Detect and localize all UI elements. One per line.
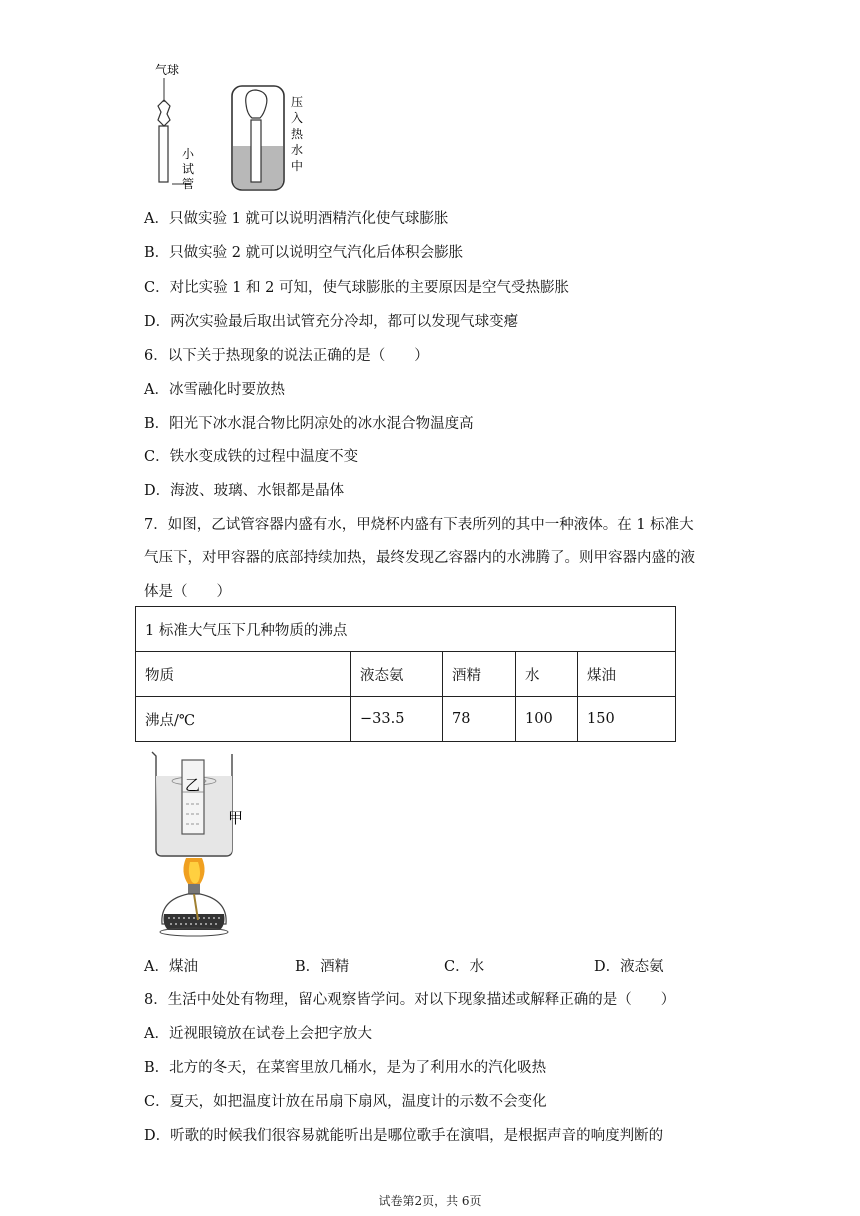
label-tube-1: 小 [182, 147, 195, 161]
table-row [136, 697, 676, 742]
q8-option-d: D．听歌的时候我们很容易就能听出是哪位歌手在演唱，是根据声音的响度判断的 [144, 1128, 664, 1144]
table-cell: 沸点/℃ [136, 697, 351, 742]
q7-option-b: B．酒精 [295, 959, 350, 975]
label-tube-3: 管 [182, 177, 195, 191]
boiling-point-table [135, 606, 676, 742]
q6-option-c: C．铁水变成铁的过程中温度不变 [144, 449, 359, 465]
balloon-experiment-drawing [150, 62, 310, 192]
table-cell: −33.5 [351, 697, 443, 742]
balloon-experiment-figure [150, 62, 310, 192]
label-yi: 乙 [185, 776, 201, 794]
label-hotwater-5: 中 [291, 159, 304, 173]
label-hotwater-3: 热 [291, 127, 304, 141]
q8-stem: 8．生活中处处有物理，留心观察皆学问。对以下现象描述或解释正确的是（ ） [144, 992, 676, 1008]
q8-option-a: A．近视眼镜放在试卷上会把字放大 [144, 1026, 372, 1042]
q6-option-a: A．冰雪融化时要放热 [144, 382, 285, 398]
q8-option-b: B．北方的冬天，在菜窖里放几桶水，是为了利用水的汽化吸热 [144, 1060, 547, 1076]
table-caption-row [136, 607, 676, 652]
label-hotwater-2: 入 [291, 111, 304, 125]
q6-stem: 6．以下关于热现象的说法正确的是（ ） [144, 348, 429, 364]
q7-stem-line2: 气压下，对甲容器的底部持续加热，最终发现乙容器内的水沸腾了。则甲容器内盛的液 [144, 550, 695, 566]
table-cell: 煤油 [578, 652, 676, 697]
q5-option-a: A．只做实验 1 就可以说明酒精汽化使气球膨胀 [144, 211, 449, 227]
table-cell: 150 [578, 697, 676, 742]
table-cell: 78 [443, 697, 516, 742]
table-header-row [136, 652, 676, 697]
table-cell: 水 [516, 652, 578, 697]
label-balloon: 气球 [155, 63, 180, 77]
beaker-heating-drawing [140, 748, 260, 948]
table-caption: 1 标准大气压下几种物质的沸点 [136, 607, 676, 652]
table-cell: 物质 [136, 652, 351, 697]
q7-stem-line1: 7．如图，乙试管容器内盛有水，甲烧杯内盛有下表所列的其中一种液体。在 1 标准大 [144, 517, 694, 533]
beaker-heating-figure [140, 748, 260, 948]
q7-stem-line3: 体是（ ） [144, 584, 231, 600]
label-hotwater-1: 压 [291, 95, 304, 109]
q7-option-c: C．水 [444, 959, 485, 975]
table-cell: 液态氨 [351, 652, 443, 697]
q5-option-d: D．两次实验最后取出试管充分冷却，都可以发现气球变瘪 [144, 314, 519, 330]
table-cell: 酒精 [443, 652, 516, 697]
q5-option-c: C．对比实验 1 和 2 可知，使气球膨胀的主要原因是空气受热膨胀 [144, 280, 569, 296]
table-cell: 100 [516, 697, 578, 742]
page-footer: 试卷第2页，共 6页 [378, 1194, 482, 1208]
label-hotwater-4: 水 [291, 143, 304, 157]
q6-option-b: B．阳光下冰水混合物比阴凉处的冰水混合物温度高 [144, 416, 474, 432]
label-tube-2: 试 [182, 162, 195, 176]
label-jia: 甲 [228, 809, 244, 827]
q7-option-a: A．煤油 [144, 959, 198, 975]
q8-option-c: C．夏天，如把温度计放在吊扇下扇风，温度计的示数不会变化 [144, 1094, 547, 1110]
q6-option-d: D．海波、玻璃、水银都是晶体 [144, 483, 345, 499]
q5-option-b: B．只做实验 2 就可以说明空气汽化后体积会膨胀 [144, 245, 464, 261]
q7-option-d: D．液态氨 [594, 959, 664, 975]
